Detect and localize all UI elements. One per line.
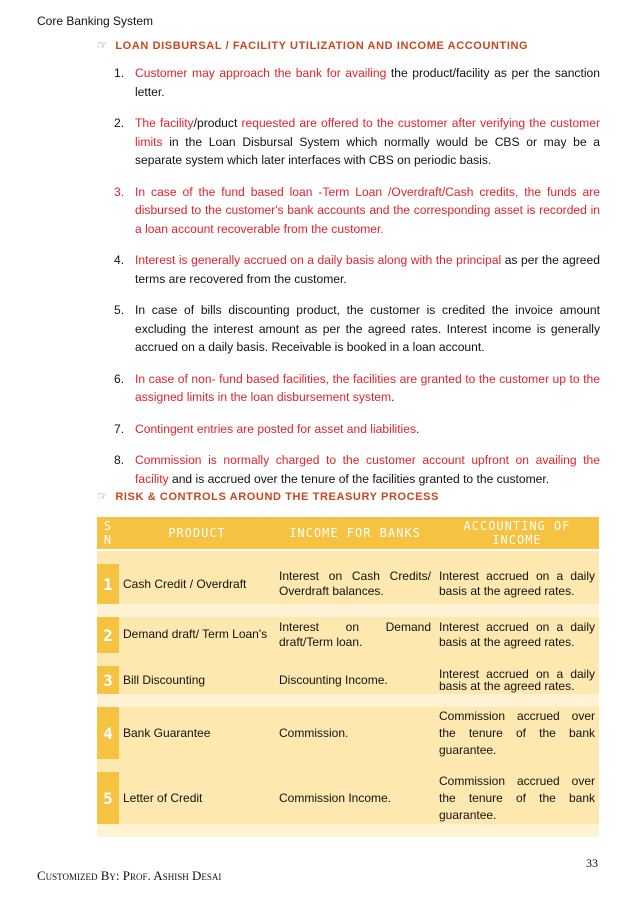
table-row: [97, 707, 599, 759]
list-item: [114, 64, 600, 101]
hand-pointer-icon: ☞: [97, 489, 109, 503]
list-item: [114, 420, 600, 439]
list-item-text: /product: [193, 116, 242, 130]
table-header-row: [97, 517, 599, 550]
list-item-highlight: In case of non- fund based facilities, the facilities are granted to the customer up to the assigned limits in the loan disbursement system: [135, 371, 600, 404]
table-row: [97, 564, 599, 604]
table-cell-product: Bank Guarantee: [123, 726, 211, 740]
table-spacer-row: [97, 824, 599, 837]
list-item-number: 5.: [114, 303, 125, 317]
list-item-highlight: In case of the fund based loan -Term Loan /Overdraft/Cash credits, the funds are disbursed to the customer's bank accounts and the corresponding asset is recorded in a loan account recoverable from the customer.: [135, 184, 600, 236]
table-cell-income: Discounting Income.: [279, 673, 388, 687]
table-cell-accounting: Commission accrued over the tenure of the bank guarantee.: [439, 773, 595, 822]
table-cell-accounting: Interest accrued on a daily basis at the agreed rates.: [439, 619, 595, 649]
table-spacer-row: [97, 694, 599, 707]
list-item-number: 3.: [114, 184, 125, 199]
list-item: [114, 251, 600, 288]
list-item: [114, 183, 600, 239]
table-spacer-row: [97, 759, 599, 772]
table-cell-product: Bill Discounting: [123, 673, 206, 687]
list-item-number: 2.: [114, 116, 125, 130]
list-item-text: .: [416, 421, 420, 436]
table-row: [97, 666, 599, 694]
footer-credit: Customized By: Prof. Ashish Desai: [37, 868, 222, 883]
column-header-product: PRODUCT: [119, 517, 275, 550]
document-header-title: Core Banking System: [37, 14, 154, 28]
table-cell-product: Cash Credit / Overdraft: [123, 577, 247, 591]
list-item: [114, 451, 600, 488]
list-item-text: In case of bills discounting product, the customer is credited the invoice amount excluding the interest amount as per the agreed rates. Interest income is generally accrued on a daily basis. Receivable is booked in a loan account.: [135, 303, 600, 354]
list-item-number: 8.: [114, 453, 125, 467]
column-header-income: INCOME FOR BANKS: [275, 517, 435, 550]
column-header-sn: S N: [97, 517, 119, 550]
list-item-number: 4.: [114, 253, 125, 267]
list-item: [114, 370, 600, 407]
table-spacer-row: [97, 604, 599, 617]
table-spacer-row: [97, 653, 599, 666]
page-number: 33: [586, 856, 598, 870]
table-cell-sn: 3: [97, 666, 119, 694]
table-cell-sn: 2: [97, 617, 119, 653]
section-heading-loan-disbursal: [97, 38, 528, 52]
list-item-highlight: The facility: [135, 116, 194, 130]
table-cell-product: Letter of Credit: [123, 791, 203, 805]
table-cell-accounting: Interest accrued on a daily basis at the agreed rates.: [439, 667, 595, 693]
list-item-text: as per the agreed terms are recovered from the customer.: [135, 253, 600, 286]
hand-pointer-icon: ☞: [97, 38, 109, 52]
loan-disbursal-list: [114, 64, 600, 488]
list-item-text: and is accrued over the tenure of the facilities granted to the customer.: [168, 471, 550, 486]
table-cell-income: Commission.: [279, 726, 349, 740]
list-item-highlight: Commission is normally charged to the customer account upfront on availing the facility: [135, 453, 600, 486]
table-cell-sn: 1: [97, 564, 119, 604]
list-item: [114, 301, 600, 357]
table-row: [97, 617, 599, 653]
list-item-text: in the Loan Disbursal System which normally would be CBS or may be a separate system which later interfaces with CBS on periodic basis.: [135, 134, 600, 167]
list-item: [114, 114, 600, 170]
section-heading-text: LOAN DISBURSAL / FACILITY UTILIZATION AND INCOME ACCOUNTING: [115, 40, 529, 52]
table-cell-income: Commission Income.: [279, 791, 392, 805]
list-item-text: .: [391, 390, 395, 404]
table-cell-product: Demand draft/ Term Loan's: [123, 627, 268, 642]
table-row: [97, 772, 599, 824]
income-accounting-table: [97, 517, 599, 837]
list-item-highlight: Interest is generally accrued on a daily basis along with the principal: [135, 253, 502, 267]
section-heading-text: RISK & CONTROLS AROUND THE TREASURY PROCESS: [115, 491, 439, 503]
table-cell-sn: 5: [97, 772, 119, 824]
section-heading-risk-controls: [97, 489, 439, 503]
table-spacer-row: [97, 550, 599, 564]
table-cell-income: Interest on Demand draft/Term loan.: [279, 619, 431, 649]
list-item-highlight: Customer may approach the bank for availing: [135, 66, 387, 80]
list-item-highlight: requested are offered to the customer after verifying the customer limits: [135, 116, 600, 149]
list-item-text: the product/facility as per the sanction letter.: [135, 66, 600, 99]
list-item-number: 1.: [114, 66, 125, 80]
list-item-number: 7.: [114, 421, 125, 436]
table-cell-accounting: Commission accrued over the tenure of the bank guarantee.: [439, 708, 595, 757]
table-cell-accounting: Interest accrued on a daily basis at the agreed rates.: [439, 568, 595, 598]
list-item-number: 6.: [114, 371, 125, 386]
column-header-accounting: ACCOUNTING OF INCOME: [435, 517, 599, 550]
list-item-highlight: Contingent entries are posted for asset and liabilities: [135, 421, 417, 436]
table-cell-income: Interest on Cash Credits/ Overdraft balances.: [279, 568, 431, 598]
table-cell-sn: 4: [97, 707, 119, 759]
